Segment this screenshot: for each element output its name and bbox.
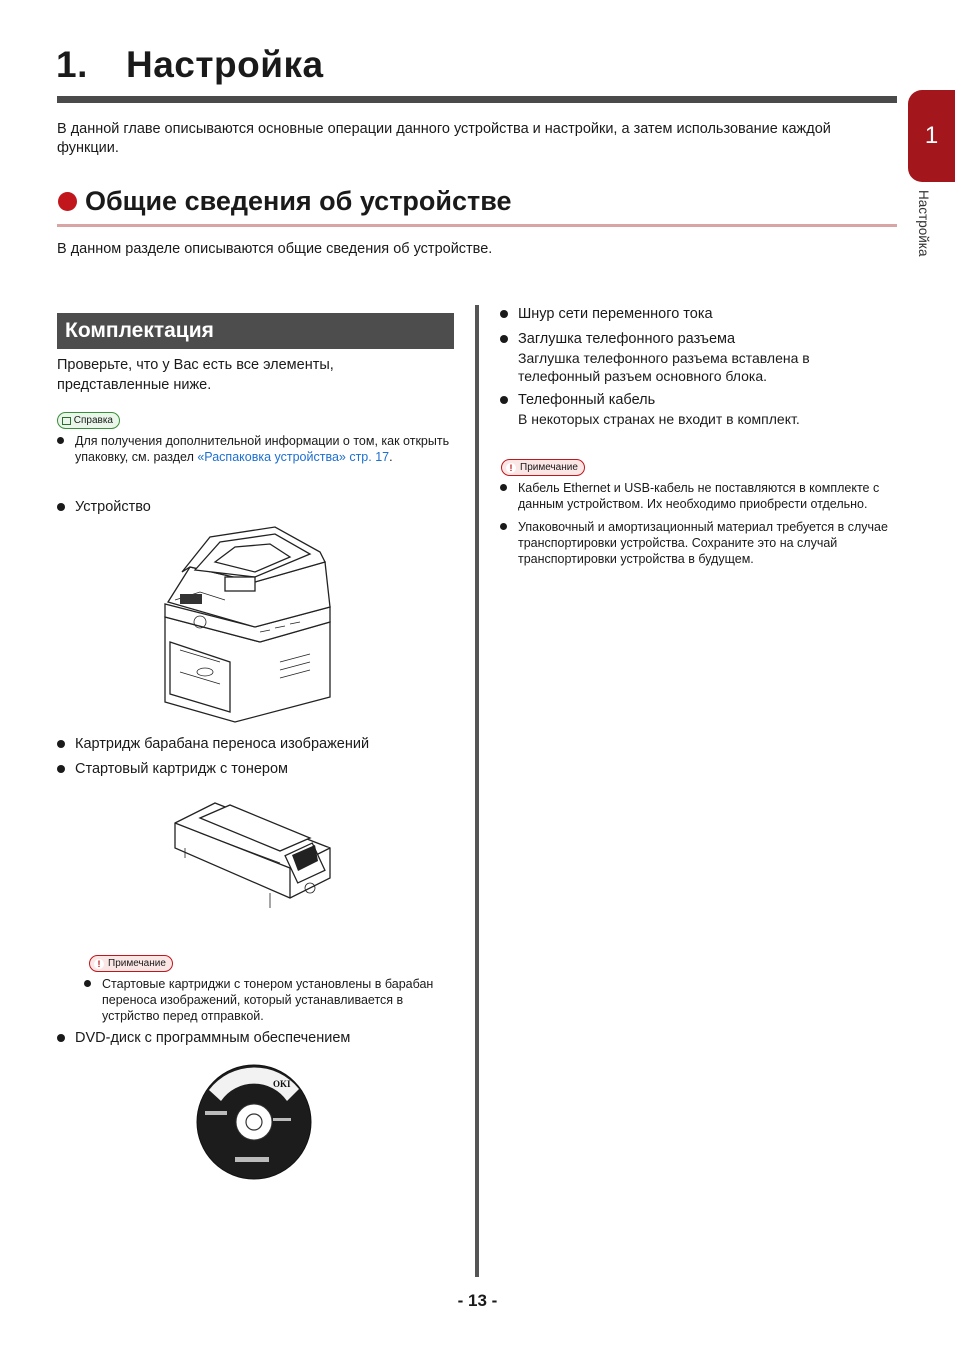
item-phone-plug-title: Заглушка телефонного разъема bbox=[518, 331, 736, 347]
reference-badge-label: Справка bbox=[73, 415, 113, 426]
item-dvd: DVD-диск с программным обеспечением bbox=[75, 1030, 351, 1046]
chapter-intro: В данной главе описываются основные операции данного устройства и настройки, а затем использование каждой функции. bbox=[57, 121, 831, 156]
section-title: Общие сведения об устройстве bbox=[85, 186, 512, 216]
section-description: В данном разделе описываются общие сведения об устройстве. bbox=[57, 241, 493, 257]
reference-badge bbox=[57, 412, 120, 429]
note-badge-left bbox=[89, 955, 173, 972]
item-power-cord: Шнур сети переменного тока bbox=[518, 306, 713, 322]
reference-text: Для получения дополнительной информации о том, как открыть упаковку, см. раздел bbox=[75, 434, 450, 464]
chapter-number: 1. bbox=[56, 44, 88, 85]
item-toner: Стартовый картридж с тонером bbox=[75, 761, 289, 777]
chapter-divider bbox=[57, 96, 897, 103]
red-bullet-icon bbox=[58, 192, 77, 211]
note-badge-left-label: Примечание bbox=[108, 958, 166, 969]
subsection-lead: Проверьте, что у Вас есть все элементы, представленные ниже. bbox=[57, 357, 334, 393]
page-number: - 13 - bbox=[457, 1291, 498, 1310]
chapter-tab-number: 1 bbox=[924, 122, 939, 149]
item-phone-cable-title: Телефонный кабель bbox=[518, 392, 656, 408]
subsection-title: Комплектация bbox=[65, 319, 214, 342]
note-right-item: Упаковочный и амортизационный материал требуется в случае транспортировки устройства. Сохраните это на случай транспортировки устройства в будущем. bbox=[518, 519, 898, 567]
chapter-tab bbox=[908, 90, 955, 182]
exclamation-icon: ! bbox=[94, 959, 104, 969]
item-phone-plug-detail: Заглушка телефонного разъема вставлена в телефонный разъем основного блока. bbox=[518, 350, 810, 384]
note-badge-right-label: Примечание bbox=[520, 462, 578, 473]
section-divider bbox=[57, 224, 897, 227]
note-left-item: Стартовые картриджи с тонером установлены в барабан переноса изображений, который устанавливается в устрйство перед отправкой. bbox=[102, 976, 452, 1024]
dvd-brand: OKI bbox=[273, 1079, 291, 1089]
column-divider bbox=[475, 305, 479, 1277]
note-badge-right bbox=[501, 459, 585, 476]
reference-item bbox=[75, 433, 455, 465]
dvd-illustration bbox=[195, 1063, 313, 1181]
chapter-title bbox=[56, 44, 324, 86]
subsection-banner bbox=[57, 313, 454, 349]
item-device: Устройство bbox=[75, 499, 151, 515]
item-phone-cable-detail: В некоторых странах не входит в комплект. bbox=[518, 411, 800, 427]
drum-cartridge-illustration bbox=[170, 793, 340, 913]
book-icon bbox=[62, 417, 71, 425]
item-phone-plug bbox=[518, 329, 888, 385]
side-chapter-label: Настройка bbox=[916, 190, 931, 257]
device-illustration bbox=[160, 522, 340, 727]
note-right-item: Кабель Ethernet и USB-кабель не поставляются в комплекте с данным устройством. Их необходимо приобрести отдельно. bbox=[518, 480, 898, 512]
section-heading bbox=[58, 186, 512, 217]
item-phone-cable bbox=[518, 390, 888, 428]
item-drum: Картридж барабана переноса изображений bbox=[75, 736, 370, 752]
chapter-title-text: Настройка bbox=[126, 44, 324, 85]
reference-text-end: . bbox=[389, 450, 393, 464]
unpacking-link[interactable]: «Распаковка устройства» стр. 17 bbox=[197, 450, 390, 464]
exclamation-icon: ! bbox=[506, 463, 516, 473]
